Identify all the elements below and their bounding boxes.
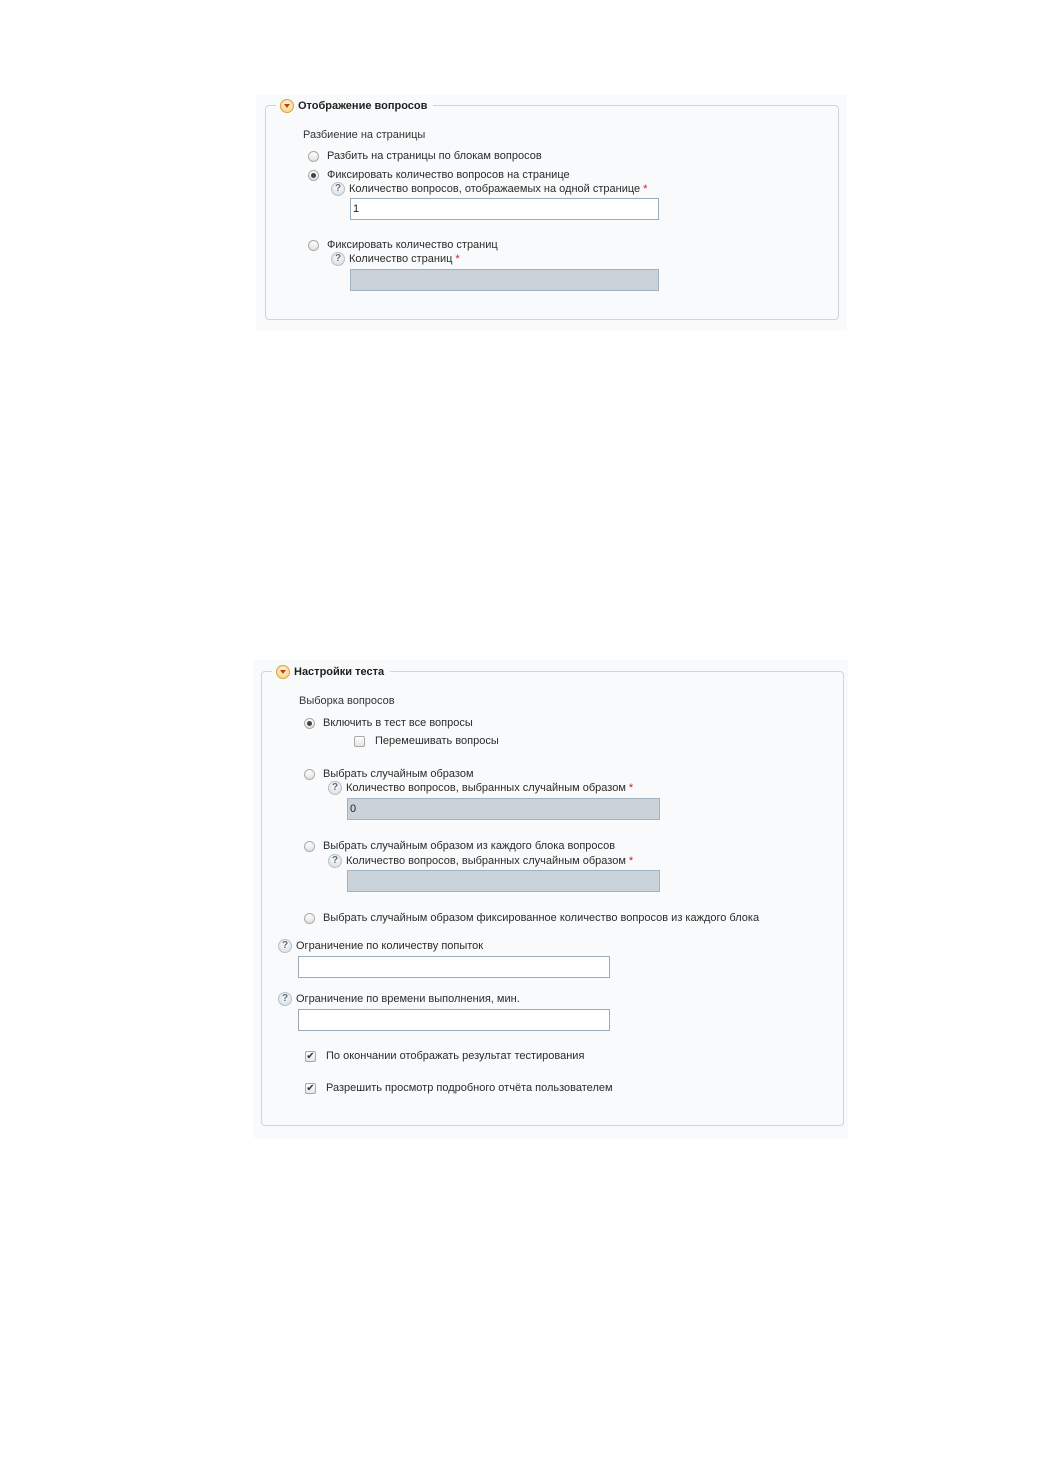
questions-per-page-input[interactable]	[350, 198, 659, 220]
radio-label: Выбрать случайным образом	[323, 768, 474, 780]
radio-button[interactable]	[304, 913, 315, 924]
help-icon[interactable]: ?	[328, 854, 342, 868]
required-mark: *	[628, 855, 634, 867]
radio-button[interactable]	[308, 151, 319, 162]
checkbox[interactable]	[354, 736, 365, 747]
radio-button[interactable]	[304, 841, 315, 852]
field-label: Количество вопросов, выбранных случайным образом	[346, 855, 626, 867]
radio-label: Выбрать случайным образом фиксированное количество вопросов из каждого блока	[323, 912, 760, 924]
allow-report-option[interactable]	[305, 1082, 613, 1094]
field-label: Количество страниц	[349, 253, 453, 265]
radio-button[interactable]	[308, 240, 319, 251]
panel-legend[interactable]	[272, 663, 390, 680]
panel-title: Отображение вопросов	[298, 99, 428, 112]
checkbox-label: Перемешивать вопросы	[375, 735, 499, 747]
checkbox[interactable]: ✔	[306, 1050, 315, 1062]
field-label: Количество вопросов, отображаемых на одной странице	[349, 183, 641, 195]
field-label: Ограничение по времени выполнения, мин.	[296, 993, 520, 1005]
collapse-toggle-icon[interactable]	[276, 665, 290, 679]
random-count-input[interactable]	[347, 798, 660, 820]
field-label-questions-per-page	[331, 182, 647, 196]
radio-label: Разбить на страницы по блокам вопросов	[327, 150, 542, 162]
required-mark: *	[455, 253, 460, 265]
field-label-time-limit	[278, 992, 520, 1006]
pages-count-input[interactable]	[350, 269, 659, 291]
radio-option-include-all[interactable]	[304, 717, 473, 729]
field-label: Ограничение по количеству попыток	[296, 940, 484, 952]
radio-button[interactable]	[308, 170, 319, 181]
help-icon[interactable]: ?	[328, 781, 342, 795]
checkbox-label: Разрешить просмотр подробного отчёта пользователем	[326, 1082, 613, 1094]
radio-label: Включить в тест все вопросы	[323, 717, 473, 729]
radio-option-fixed-questions-per-page[interactable]	[308, 169, 570, 181]
help-icon[interactable]: ?	[331, 182, 345, 196]
radio-label: Выбрать случайным образом из каждого блока вопросов	[323, 840, 616, 852]
shuffle-questions-option[interactable]	[354, 735, 499, 747]
panel-title: Настройки теста	[294, 665, 385, 678]
checkbox[interactable]: ✔	[306, 1082, 315, 1094]
required-mark: *	[643, 183, 648, 195]
radio-button[interactable]	[304, 769, 315, 780]
help-icon[interactable]: ?	[278, 992, 292, 1006]
help-icon[interactable]: ?	[278, 939, 292, 953]
section-label: Разбиение на страницы	[303, 129, 426, 141]
radio-button[interactable]	[304, 718, 315, 729]
required-mark: *	[628, 782, 634, 794]
field-label-pages-count	[331, 252, 460, 266]
radio-label: Фиксировать количество вопросов на странице	[327, 169, 570, 181]
attempts-limit-input[interactable]	[298, 956, 610, 978]
radio-option-random-fixed-per-block[interactable]	[304, 912, 759, 924]
help-icon[interactable]: ?	[331, 252, 345, 266]
radio-label: Фиксировать количество страниц	[327, 239, 498, 251]
random-block-count-input[interactable]	[347, 870, 660, 892]
checkbox-label: По окончании отображать результат тестирования	[326, 1050, 585, 1062]
radio-option-random-per-block[interactable]	[304, 840, 615, 852]
collapse-toggle-icon[interactable]	[280, 99, 294, 113]
time-limit-input[interactable]	[298, 1009, 610, 1031]
field-label-random-count	[328, 781, 633, 795]
section-label: Выборка вопросов	[299, 695, 395, 707]
field-label-random-block-count	[328, 854, 633, 868]
radio-option-fixed-pages-count[interactable]	[308, 239, 498, 251]
radio-option-split-by-blocks[interactable]	[308, 150, 542, 162]
field-label: Количество вопросов, выбранных случайным образом	[346, 782, 626, 794]
show-result-option[interactable]	[305, 1050, 584, 1062]
radio-option-random[interactable]	[304, 768, 474, 780]
panel-legend[interactable]	[276, 97, 433, 114]
field-label-attempts-limit	[278, 939, 483, 953]
